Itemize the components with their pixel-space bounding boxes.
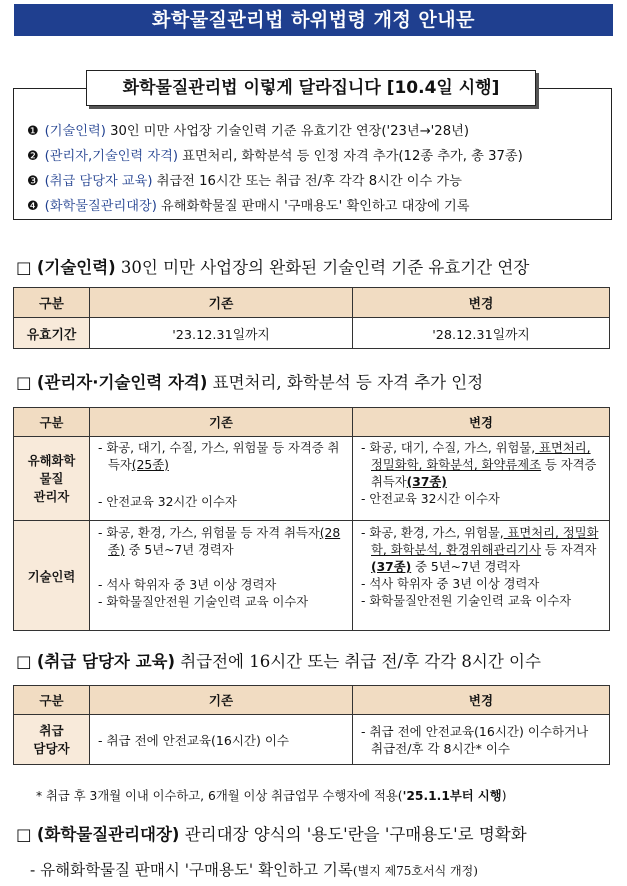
new-bullet: - 안전교육 32시간 이수자: [361, 492, 500, 506]
section-text: 표면처리, 화학분석 등 자격 추가 인정: [207, 373, 484, 392]
number-3-icon: ❸: [27, 174, 39, 189]
summary-item: [27, 120, 469, 139]
col-header: 구분: [14, 408, 90, 437]
section-heading: [16, 254, 529, 278]
summary-text: 표면처리, 화학분석 등 인정 자격 추가(12종 추가, 총 37종): [177, 149, 523, 164]
cell-old: - 취급 전에 안전교육(16시간) 이수: [90, 715, 353, 765]
checkbox-icon: □: [16, 652, 32, 671]
footnote: * 취급 후 3개월 이내 이수하고, 6개월 이상 취급업무 수행자에 적용('25.1.1부터 시행): [36, 789, 507, 803]
table-qualification: [13, 407, 610, 631]
section-title: (관리자·기술인력 자격): [36, 373, 208, 392]
summary-tag: (화학물질관리대장): [44, 199, 157, 214]
section-heading: [16, 648, 541, 672]
summary-text: 유해화학물질 판매시 '구매용도' 확인하고 대장에 기록: [156, 199, 470, 214]
cell-new: '28.12.31일까지: [353, 318, 610, 349]
section-title: (화학물질관리대장): [36, 825, 180, 844]
summary-tag: (기술인력): [44, 124, 106, 139]
col-header: 변경: [353, 408, 610, 437]
new-bullet: - 화공, 환경, 가스, 위험물, 표면처리, 정밀화학, 화학분석, 환경위해관리기사 등 자격자(37종) 중 5년~7년 경력자: [361, 526, 599, 574]
summary-item: [27, 195, 470, 214]
row-label: 취급 담당자: [14, 715, 90, 765]
section-title: (취급 담당자 교육): [36, 652, 175, 671]
summary-tag: (취급 담당자 교육): [44, 174, 153, 189]
section-text: 관리대장 양식의 '용도'란을 '구매용도'로 명확화: [179, 825, 527, 844]
cell-new: - 취급 전에 안전교육(16시간) 이수하거나 취급전/후 각 8시간* 이수: [353, 715, 610, 765]
old-bullet: - 화학물질안전원 기술인력 교육 이수자: [98, 595, 309, 609]
summary-title: 화학물질관리법 이렇게 달라집니다 [10.4일 시행]: [86, 70, 536, 106]
row-label: 유해화학 물질 관리자: [14, 437, 90, 521]
col-header: 기존: [90, 288, 353, 318]
checkbox-icon: □: [16, 258, 32, 277]
new-bullet: - 화공, 대기, 수질, 가스, 위험물, 표면처리, 정밀화학, 화학분석, 화약류제조 등 자격증 취득자(37종): [361, 441, 597, 489]
old-bullet: - 화공, 대기, 수질, 가스, 위험물 등 자격증 취득자(25종): [98, 441, 340, 472]
summary-item: [27, 170, 462, 189]
cell-old: [90, 437, 353, 521]
cell-new: [353, 521, 610, 631]
banner-title: 화학물질관리법 하위법령 개정 안내문: [14, 4, 613, 36]
cell-old: [90, 521, 353, 631]
row-label: 기술인력: [14, 521, 90, 631]
section-text: 30인 미만 사업장의 완화된 기술인력 기준 유효기간 연장: [115, 258, 530, 277]
section-text: 취급전에 16시간 또는 취급 전/후 각각 8시간 이수: [175, 652, 541, 671]
section-heading: [16, 369, 483, 393]
summary-text: 취급전 16시간 또는 취급 전/후 각각 8시간 이수 가능: [152, 174, 462, 189]
col-header: 기존: [90, 686, 353, 715]
row-label: 유효기간: [14, 318, 90, 349]
summary-tag: (관리자,기술인력 자격): [44, 149, 178, 164]
number-4-icon: ❹: [27, 199, 39, 214]
number-2-icon: ❷: [27, 149, 39, 164]
col-header: 변경: [353, 686, 610, 715]
summary-text: 30인 미만 사업장 기술인력 기준 유효기간 연장('23년→'28년): [105, 124, 469, 139]
checkbox-icon: □: [16, 825, 32, 844]
old-bullet: - 화공, 환경, 가스, 위험물 등 자격 취득자(28종) 중 5년~7년 경력자: [98, 526, 341, 557]
new-bullet: - 화학물질안전원 기술인력 교육 이수자: [361, 594, 572, 608]
section-heading: [16, 821, 527, 845]
checkbox-icon: □: [16, 373, 32, 392]
cell-new: [353, 437, 610, 521]
col-header: 변경: [353, 288, 610, 318]
col-header: 기존: [90, 408, 353, 437]
sales-record-line: - 유해화학물질 판매시 '구매용도' 확인하고 기록(별지 제75호서식 개정): [30, 861, 478, 879]
old-bullet: - 안전교육 32시간 이수자: [98, 495, 237, 509]
old-bullet: - 석사 학위자 중 3년 이상 경력자: [98, 578, 277, 592]
summary-item: [27, 145, 523, 164]
number-1-icon: ❶: [27, 124, 39, 139]
cell-old: '23.12.31일까지: [90, 318, 353, 349]
table-education: [13, 685, 610, 765]
col-header: 구분: [14, 686, 90, 715]
col-header: 구분: [14, 288, 90, 318]
table-validity: [13, 287, 610, 349]
new-bullet: - 석사 학위자 중 3년 이상 경력자: [361, 577, 540, 591]
section-title: (기술인력): [36, 258, 116, 277]
